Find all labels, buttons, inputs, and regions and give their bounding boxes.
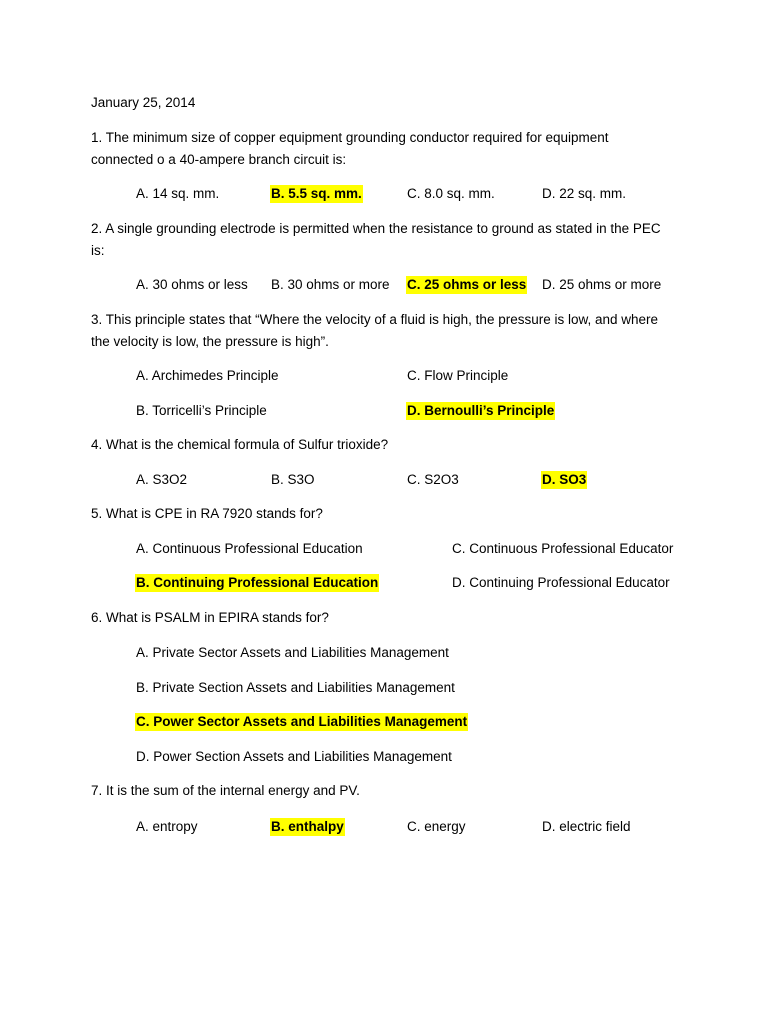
question-1-line-1: 1. The minimum size of copper equipment grounding conductor required for equipment (91, 130, 609, 145)
question-7-option-d: D. electric field (542, 819, 631, 834)
question-5-option-b-answer: B. Continuing Professional Education (136, 575, 379, 590)
question-4-option-a: A. S3O2 (136, 472, 188, 487)
question-6-option-b: B. Private Section Assets and Liabilities Management (136, 680, 455, 695)
question-4-option-d-answer: D. SO3 (542, 472, 587, 487)
question-2-line-2: is: (91, 243, 105, 258)
question-2-option-b: B. 30 ohms or more (271, 277, 390, 292)
question-7-option-a: A. entropy (136, 819, 198, 834)
question-7-option-b-answer: B. enthalpy (271, 819, 344, 834)
question-1-line-2: connected o a 40-ampere branch circuit is: (91, 152, 347, 167)
question-1-option-d: D. 22 sq. mm. (542, 186, 627, 201)
question-7-option-c: C. energy (407, 819, 466, 834)
question-5-option-d: D. Continuing Professional Educator (452, 575, 670, 590)
question-5-option-a: A. Continuous Professional Education (136, 541, 363, 556)
question-3-line-1: 3. This principle states that “Where the velocity of a fluid is high, the pressure is low, and where (91, 312, 659, 327)
question-6-option-c-answer: C. Power Sector Assets and Liabilities Management (136, 714, 468, 729)
question-2-line-1: 2. A single grounding electrode is permitted when the resistance to ground as stated in the PEC (91, 221, 661, 236)
question-3-option-a: A. Archimedes Principle (136, 368, 279, 383)
question-2-option-d: D. 25 ohms or more (542, 277, 662, 292)
question-6-option-a: A. Private Sector Assets and Liabilities Management (136, 645, 449, 660)
question-2-option-c-answer: C. 25 ohms or less (407, 277, 527, 292)
question-1-option-a: A. 14 sq. mm. (136, 186, 220, 201)
question-3-option-c: C. Flow Principle (407, 368, 509, 383)
question-3-line-2: the velocity is low, the pressure is high”. (91, 334, 329, 349)
question-4-option-b: B. S3O (271, 472, 315, 487)
question-4-option-c: C. S2O3 (407, 472, 459, 487)
question-7-line-1: 7. It is the sum of the internal energy and PV. (91, 783, 360, 798)
question-3-option-b: B. Torricelli’s Principle (136, 403, 267, 418)
question-1-option-b-answer: B. 5.5 sq. mm. (271, 186, 362, 201)
question-3-option-d-answer: D. Bernoulli’s Principle (407, 403, 555, 418)
question-1-option-c: C. 8.0 sq. mm. (407, 186, 495, 201)
question-5-line-1: 5. What is CPE in RA 7920 stands for? (91, 506, 323, 521)
question-5-option-c: C. Continuous Professional Educator (452, 541, 674, 556)
question-2-option-a: A. 30 ohms or less (136, 277, 248, 292)
question-6-option-d: D. Power Section Assets and Liabilities Management (136, 749, 452, 764)
document-date: January 25, 2014 (91, 95, 196, 110)
question-4-line-1: 4. What is the chemical formula of Sulfur trioxide? (91, 437, 389, 452)
question-6-line-1: 6. What is PSALM in EPIRA stands for? (91, 610, 329, 625)
